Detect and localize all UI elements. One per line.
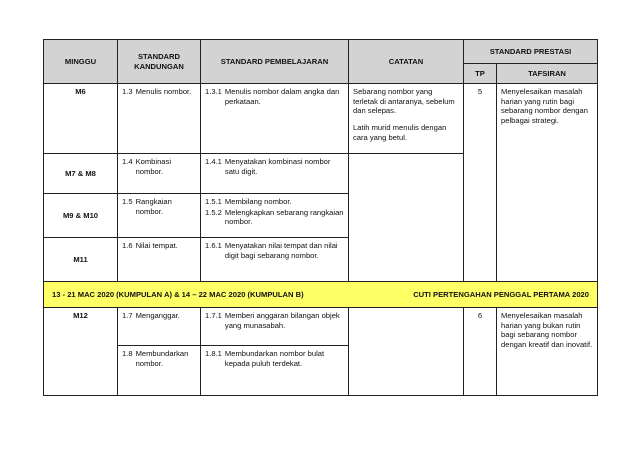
standard-kandungan-cell xyxy=(118,238,201,282)
tp-cell: 6 xyxy=(464,308,497,396)
banner-dates: 13 - 21 MAC 2020 (KUMPULAN A) & 14 – 22 MAC 2020 (KUMPULAN B) xyxy=(52,289,304,299)
sp-text: Membundarkan nombor bulat kepada puluh terdekat. xyxy=(224,349,325,368)
holiday-banner xyxy=(44,282,598,308)
sp-text: Menulis nombor dalam angka dan perkataan. xyxy=(224,87,340,106)
sp-text: Melengkapkan sebarang rangkaian nombor. xyxy=(224,207,344,227)
header-tafsiran: TAFSIRAN xyxy=(497,64,598,84)
sp-number: 1.5.2 xyxy=(205,207,222,217)
week-cell: M6 xyxy=(44,84,118,154)
header-standard-pembelajaran: STANDARD PEMBELAJARAN xyxy=(201,40,349,84)
standard-kandungan-cell xyxy=(118,194,201,238)
standard-pembelajaran-cell xyxy=(201,308,349,346)
sp-text: Menyatakan nilai tempat dan nilai digit bagi sebarang nombor. xyxy=(224,241,338,260)
sp-text: Membilang nombor. xyxy=(224,197,292,206)
lesson-plan-table xyxy=(43,39,598,396)
standard-pembelajaran-cell xyxy=(201,194,349,238)
sk-text: Membundarkan nombor. xyxy=(135,349,189,368)
standard-kandungan-cell xyxy=(118,346,201,396)
week-cell: M9 & M10 xyxy=(44,194,118,238)
catatan-cell xyxy=(349,84,464,154)
catatan-note: Latih murid menulis dengan cara yang betul. xyxy=(353,123,447,142)
tafsiran-cell: Menyelesaikan masalah harian yang rutin bagi sebarang nombor dengan pelbagai strategi. xyxy=(497,84,598,282)
sp-number: 1.3.1 xyxy=(205,87,222,96)
sk-number: 1.6 xyxy=(122,241,133,250)
tafsiran-cell: Menyelesaikan masalah harian yang bukan rutin bagi sebarang nombor dengan kreatif dan inovatif. xyxy=(497,308,598,396)
tp-cell: 5 xyxy=(464,84,497,282)
table-row xyxy=(44,84,598,154)
standard-kandungan-cell xyxy=(118,308,201,346)
sk-text: Menganggar. xyxy=(135,311,180,320)
sk-number: 1.7 xyxy=(122,311,133,320)
week-cell: M11 xyxy=(44,238,118,282)
sp-number: 1.8.1 xyxy=(205,349,222,358)
sk-number: 1.8 xyxy=(122,349,133,358)
standard-pembelajaran-cell xyxy=(201,154,349,194)
header-minggu: MINGGU xyxy=(44,40,118,84)
header-standard-prestasi: STANDARD PRESTASI xyxy=(464,40,598,64)
table-row xyxy=(44,308,598,346)
week-cell: M12 xyxy=(44,308,118,396)
sp-number: 1.5.1 xyxy=(205,197,222,206)
sk-text: Kombinasi nombor. xyxy=(135,157,172,176)
standard-pembelajaran-cell xyxy=(201,346,349,396)
sp-number: 1.7.1 xyxy=(205,311,222,320)
catatan-blank-cell xyxy=(349,308,464,396)
week-cell: M7 & M8 xyxy=(44,154,118,194)
catatan-note: Sebarang nombor yang terletak di antaranya, sebelum dan selepas. xyxy=(353,87,455,116)
standard-kandungan-cell xyxy=(118,154,201,194)
header-catatan: CATATAN xyxy=(349,40,464,84)
sk-text: Menulis nombor. xyxy=(135,87,192,96)
sk-number: 1.3 xyxy=(122,87,133,96)
sp-text: Memberi anggaran bilangan objek yang munasabah. xyxy=(224,311,340,330)
sk-number: 1.4 xyxy=(122,157,133,166)
header-standard-kandungan: STANDARD KANDUNGAN xyxy=(118,40,201,84)
standard-pembelajaran-cell xyxy=(201,238,349,282)
standard-kandungan-cell xyxy=(118,84,201,154)
sp-number: 1.6.1 xyxy=(205,241,222,250)
standard-pembelajaran-cell xyxy=(201,84,349,154)
banner-holiday-label: CUTI PERTENGAHAN PENGGAL PERTAMA 2020 xyxy=(413,289,590,299)
sp-text: Menyatakan kombinasi nombor satu digit. xyxy=(224,157,331,176)
header-tp: TP xyxy=(464,64,497,84)
sp-number: 1.4.1 xyxy=(205,157,222,166)
catatan-blank-cell xyxy=(349,154,464,282)
sk-text: Nilai tempat. xyxy=(135,241,178,250)
holiday-banner-row xyxy=(44,282,598,308)
sk-text: Rangkaian nombor. xyxy=(135,197,172,216)
sk-number: 1.5 xyxy=(122,197,133,206)
